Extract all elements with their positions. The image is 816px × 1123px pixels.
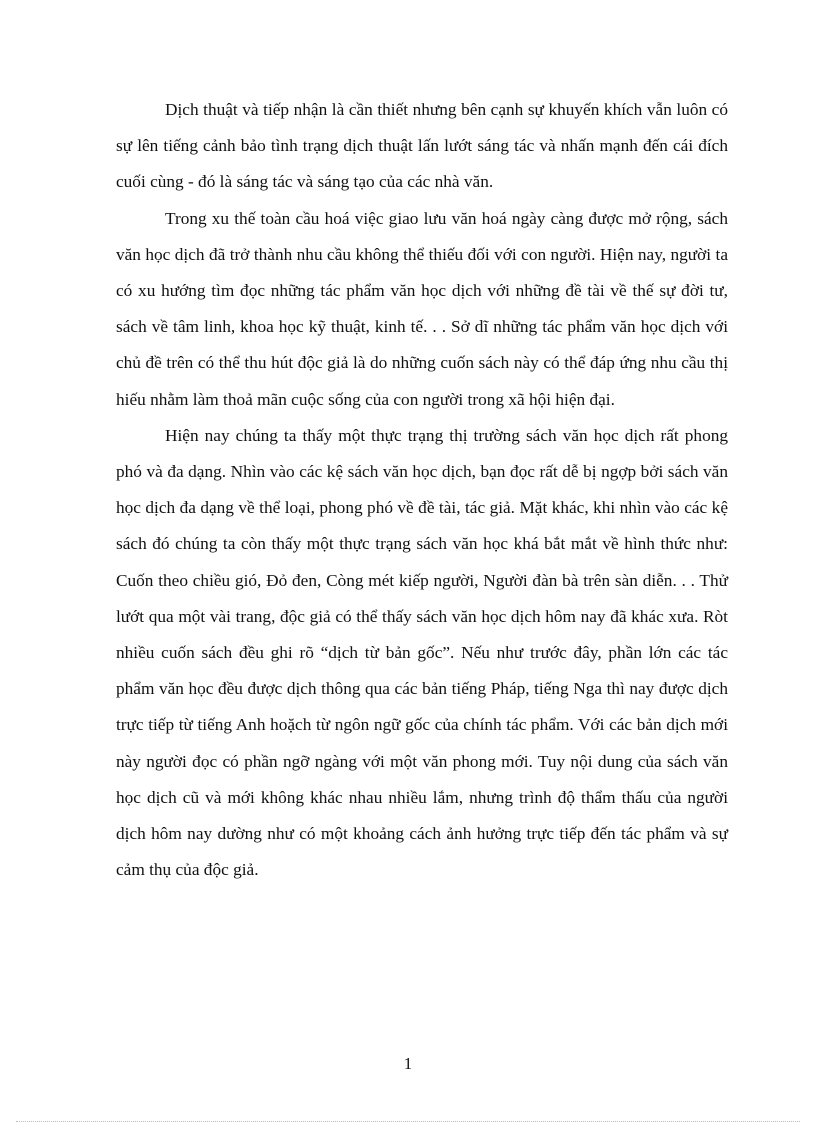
paragraph-1: Dịch thuật và tiếp nhận là cần thiết nhưng bên cạnh sự khuyến khích vẫn luôn có sự lên tiếng cảnh bảo tình trạng dịch thuật lấn lướt sáng tác và nhấn mạnh đến cái đích cuối cùng - đó là sáng tác và sáng tạo của các nhà văn. (116, 100, 728, 192)
page-number: 1 (403, 1054, 413, 1073)
document-body (116, 92, 728, 888)
paragraph-3: Hiện nay chúng ta thấy một thực trạng thị trường sách văn học dịch rất phong phó và đa dạng. Nhìn vào các kệ sách văn học dịch, bạn đọc rất dễ bị ngợp bởi sách văn học dịch đa dạng về thể loại, phong phó về đề tài, tác giả. Mặt khác, khi nhìn vào các kệ sách đó chúng ta còn thấy một thực trạng sách văn học khá bắt mắt về hình thức như: Cuốn theo chiều gió, Đỏ đen, Còng mét kiếp người, Người đàn bà trên sàn diễn. . . Thử lướt qua một vài trang, độc giả có thể thấy sách văn học dịch hôm nay đã khác xưa. Ròt nhiều cuốn sách đều ghi rõ “dịch từ bản gốc”. Nếu như trước đây, phần lớn các tác phẩm văn học đều được dịch thông qua các bản tiếng Pháp, tiếng Nga thì nay được dịch trực tiếp từ tiếng Anh hoặch từ ngôn ngữ gốc của chính tác phẩm. Với các bản dịch mới này người đọc có phần ngỡ ngàng với một văn phong mới. Tuy nội dung của sách văn học dịch cũ và mới không khác nhau nhiều lắm, nhưng trình độ thẩm thấu của người dịch hôm nay dường như có một khoảng cách ảnh hưởng trực tiếp đến tác phẩm và sự cảm thụ của độc giả. (116, 425, 728, 880)
paragraph-2: Trong xu thế toàn cầu hoá việc giao lưu văn hoá ngày càng được mở rộng, sách văn học dịch đã trở thành nhu cầu không thể thiếu đối với con người. Hiện nay, người ta có xu hướng tìm đọc những tác phẩm văn học dịch với những đề tài về thế sự đời tư, sách về tâm linh, khoa học kỹ thuật, kinh tế. . . Sở dĩ những tác phẩm văn học dịch với chủ đề trên có thể thu hút độc giả là do những cuốn sách này có thể đáp ứng nhu cầu thị hiếu nhằm làm thoả mãn cuộc sống của con người trong xã hội hiện đại. (116, 208, 728, 409)
page-break-divider (16, 1121, 800, 1122)
